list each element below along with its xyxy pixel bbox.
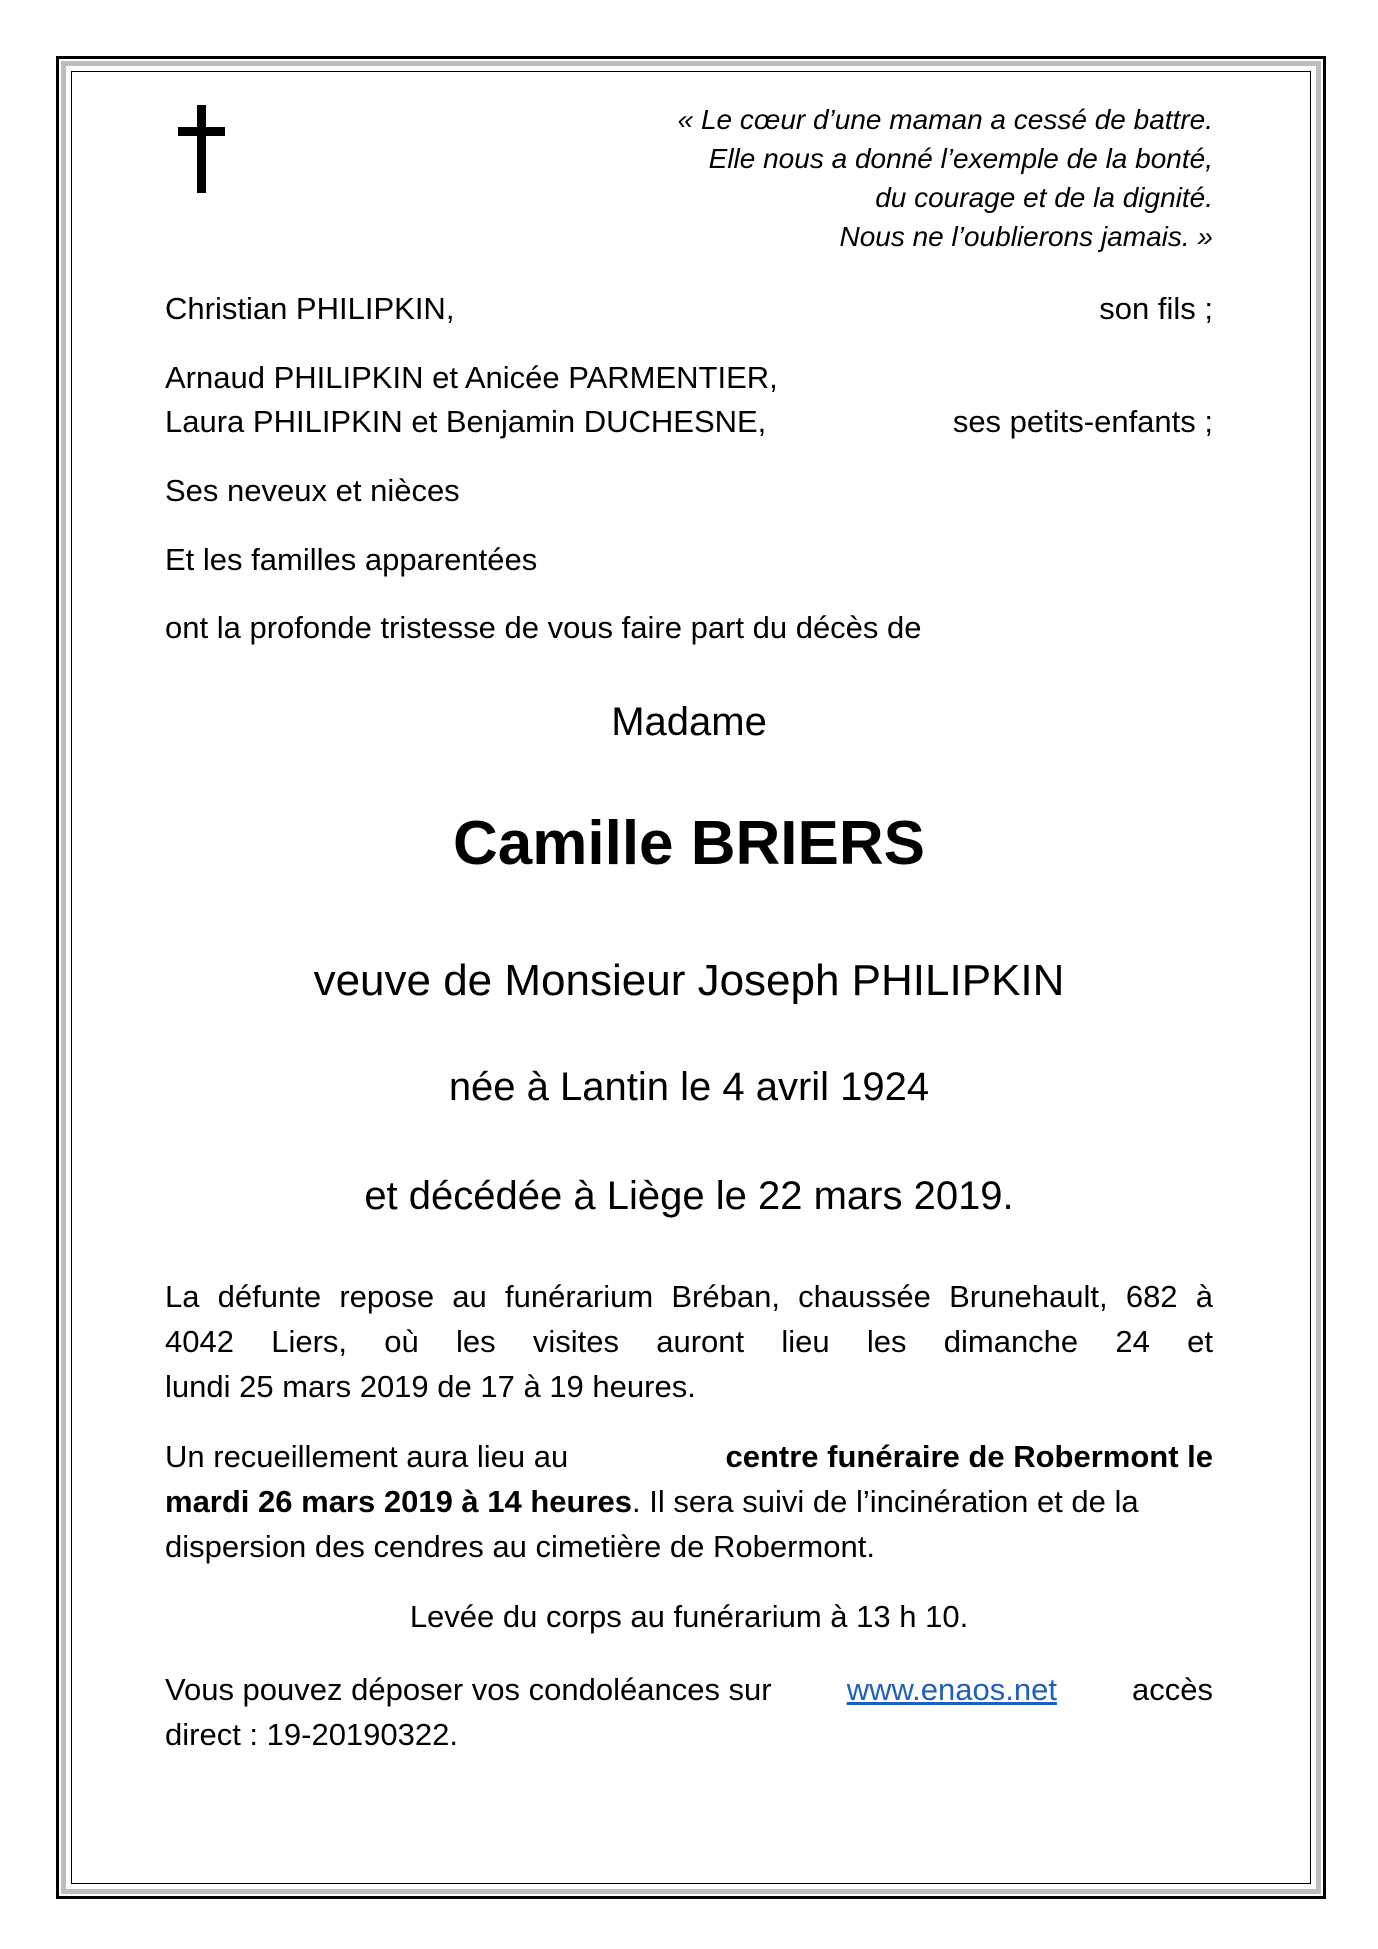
ceremony-line-1 <box>165 1434 1213 1479</box>
cross-icon <box>172 100 232 200</box>
grandchildren-line-1: Arnaud PHILIPKIN et Anicée PARMENTIER, <box>165 360 778 395</box>
condolences-text-end: accès <box>1132 1672 1213 1707</box>
condolences-link[interactable]: www.enaos.net <box>846 1672 1057 1707</box>
grandchildren-row-2 <box>165 399 1213 444</box>
condolences-line-1 <box>165 1667 1213 1712</box>
deceased-death: et décédée à Liège le 22 mars 2019. <box>364 1174 1014 1218</box>
family-son-row <box>165 286 1213 331</box>
nephews-line: Ses neveux et nièces <box>165 473 460 508</box>
quote-line: Elle nous a donné l’exemple de la bonté, <box>708 143 1213 174</box>
ceremony-line-2-text <box>165 1479 1213 1524</box>
quote-line: « Le cœur d’une maman a cessé de battre. <box>677 104 1213 135</box>
ceremony-line-1-text <box>165 1434 1213 1479</box>
ceremony-rest: . Il sera suivi de l’incinération et de la <box>632 1484 1139 1519</box>
ceremony-line-2 <box>165 1479 1213 1524</box>
deceased-name: Camille BRIERS <box>452 809 926 878</box>
condolences-line-2: direct : 19-20190322. <box>165 1717 458 1752</box>
families-line: Et les familles apparentées <box>165 542 538 577</box>
visitation-text: 4042 Liers, où les visites auront lieu les dimanche 24 et <box>165 1324 1213 1359</box>
ceremony-line-3: dispersion des cendres au cimetière de Robermont. <box>165 1529 875 1564</box>
visitation-line-1 <box>165 1274 1213 1319</box>
condolences-text-start: Vous pouvez déposer vos condoléances sur <box>165 1672 772 1707</box>
epitaph-quote <box>573 100 1213 256</box>
grandchildren-relation: ses petits-enfants ; <box>952 404 1213 439</box>
levee-line: Levée du corps au funérarium à 13 h 10. <box>409 1599 969 1634</box>
son-relation: son fils ; <box>1099 291 1213 326</box>
ceremony-paragraph <box>165 1434 1213 1569</box>
visitation-line-2 <box>165 1319 1213 1364</box>
deceased-widow-of: veuve de Monsieur Joseph PHILIPKIN <box>313 956 1065 1005</box>
visitation-paragraph <box>165 1274 1213 1409</box>
quote-line: du courage et de la dignité. <box>875 182 1213 213</box>
son-name: Christian PHILIPKIN, <box>165 291 455 326</box>
visitation-text: La défunte repose au funérarium Bréban, chaussée Brunehault, 682 à <box>165 1279 1213 1314</box>
ceremony-start: Un recueillement aura lieu au <box>165 1439 569 1474</box>
grandchildren-line-2: Laura PHILIPKIN et Benjamin DUCHESNE, <box>165 404 767 439</box>
condolences-paragraph <box>165 1667 1213 1757</box>
deceased-title: Madame <box>611 700 767 744</box>
visitation-line-3: lundi 25 mars 2019 de 17 à 19 heures. <box>165 1369 696 1404</box>
quote-line: Nous ne l’oublierons jamais. » <box>839 221 1213 252</box>
ceremony-place: centre funéraire de Robermont le <box>725 1439 1213 1474</box>
announcement-line: ont la profonde tristesse de vous faire part du décès de <box>165 610 922 645</box>
ceremony-date: mardi 26 mars 2019 à 14 heures <box>165 1484 633 1519</box>
deceased-birth: née à Lantin le 4 avril 1924 <box>448 1065 930 1109</box>
